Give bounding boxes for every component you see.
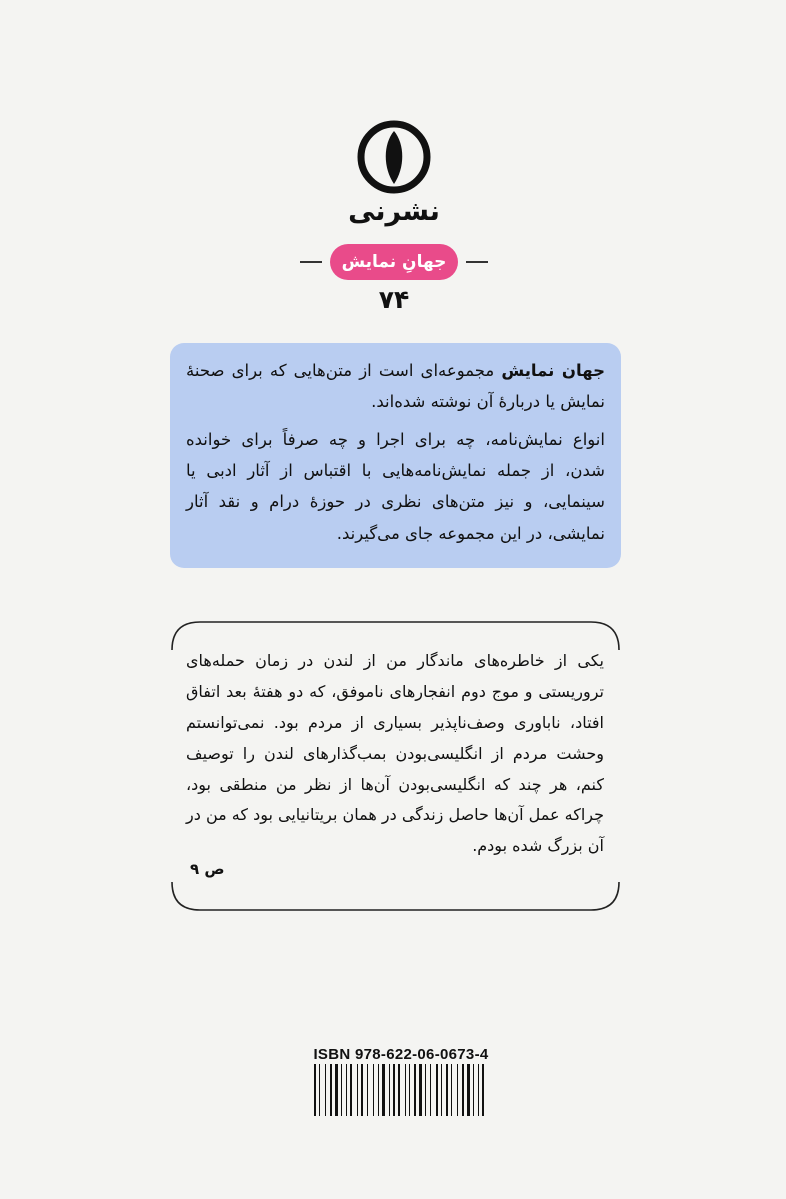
excerpt-page-reference: ص ۹ [190, 860, 225, 878]
about-paragraph-1 [186, 355, 605, 418]
about-paragraph-1-text: مجموعه‌ای است از متن‌هایی که برای صحنهٔ نمایش یا دربارهٔ آن نوشته شده‌اند. [186, 361, 605, 412]
excerpt-paragraph: یکی از خاطره‌های ماندگار من از لندن در زمان حمله‌های تروریستی و موج دوم انفجارهای ناموفق، که دو هفتهٔ بعد اتفاق افتاد، ناباوری وصف‌ناپذیر بسیاری از مردم بود. نمی‌توانستم وحشت مردم از انگلیسی‌بودن بمب‌گذارهای لندن را توصیف کنم، هر چند که انگلیسی‌بودن آن‌ها از نظر من منطقی بود، چراکه عمل آن‌ها حاصل زندگی در همان بریتانیایی بود که من در آن بزرگ شده بودم. [186, 651, 604, 856]
excerpt-text [186, 646, 604, 862]
about-bold-lead: جهان نمایش [501, 361, 605, 380]
series-badge [300, 242, 488, 282]
leaf-circle-icon [355, 118, 433, 196]
barcode-image [312, 1064, 490, 1116]
series-name: جهانِ نمایش [330, 244, 458, 280]
series-divider-right [466, 261, 488, 263]
series-divider-left [300, 261, 322, 263]
excerpt-box [170, 620, 621, 912]
about-paragraph-2: انواع نمایش‌نامه، چه برای اجرا و چه صرفاً برای خوانده شدن، از جمله نمایش‌نامه‌هایی با اقتباس از آثار ادبی یا سینمایی، و نیز متن‌های نظری در حوزهٔ درام و نقد آثار نمایشی، در این مجموعه جای می‌گیرند. [186, 429, 605, 543]
series-description-box [170, 343, 621, 568]
isbn-label: ISBN 978-622-06-0673-4 [313, 1046, 489, 1063]
publisher-name: نشرنی [348, 196, 440, 227]
series-number: ۷۴ [378, 285, 410, 314]
